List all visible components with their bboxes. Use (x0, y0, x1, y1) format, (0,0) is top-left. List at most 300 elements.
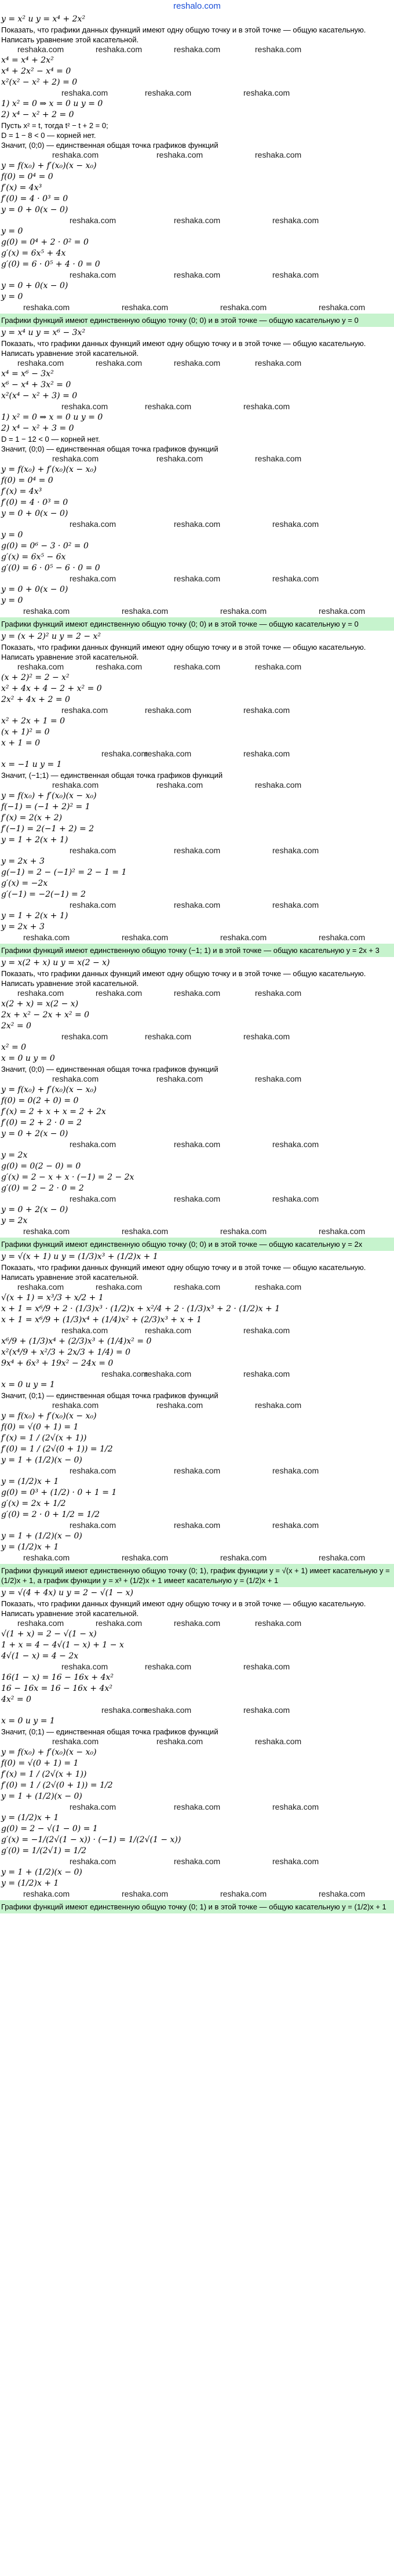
watermark-row (0, 1889, 394, 1900)
watermark-row (0, 1074, 394, 1085)
watermark-row (0, 150, 394, 161)
answer-banner: Графики функций имеют единственную общую точку (−1; 1) и в этой точке — общую касательную y = 2x + 3 (0, 944, 394, 957)
watermark: reshaka.com (220, 1889, 267, 1898)
step-line: f′(0) = 2 + 2 · 0 = 2 (1, 1118, 82, 1127)
work-line: 2x² = 0 (1, 1021, 31, 1031)
watermark-row (0, 1282, 394, 1293)
work-line: x² + 2x + 1 = 0 (1, 716, 65, 726)
watermark-row (0, 88, 394, 99)
work-line: x = 0 и y = 1 (1, 1380, 55, 1389)
watermark-row (0, 358, 394, 369)
problem-section (0, 14, 394, 327)
problem-statement: Показать, что графики данных функций имеют одну общую точку и в этой точке — общую касательную. Написать уравнение этой касательной. (1, 26, 366, 44)
watermark: reshaka.com (145, 1662, 192, 1671)
step-line: y = 0 + 0(x − 0) (1, 509, 68, 518)
conclusion-line: Значит, (0;1) — единственная общая точка графиков функций (1, 1391, 218, 1400)
work-line: x⁴ = x⁴ + 2x² (1, 56, 54, 65)
problem-statement: Показать, что графики данных функций имеют одну общую точку и в этой точке — общую касательную. Написать уравнение этой касательной. (1, 1263, 366, 1282)
step-line: f′(x) = 4x³ (1, 183, 42, 192)
watermark: reshaka.com (101, 1369, 148, 1378)
watermark: reshaka.com (101, 749, 148, 758)
watermark: reshaka.com (174, 45, 221, 54)
conclusion-line: Значит, (0;0) — единственная общая точка графиков функций (1, 445, 218, 453)
watermark: reshaka.com (255, 988, 302, 998)
answer-banner: Графики функций имеют единственную общую точку (0; 0) и в этой точке — общую касательную y = 0 (0, 617, 394, 631)
watermark-row (0, 1227, 394, 1237)
watermark: reshaka.com (243, 402, 290, 411)
step-line: y = 1 + 2(x + 1) (1, 911, 68, 920)
step-line: g′(0) = 2 · 0 + 1/2 = 1/2 (1, 1510, 100, 1519)
watermark: reshaka.com (23, 1227, 70, 1236)
watermark: reshaka.com (272, 574, 319, 583)
watermark: reshaka.com (272, 846, 319, 855)
watermark: reshaka.com (156, 1400, 203, 1410)
watermark: reshaka.com (272, 519, 319, 529)
step-line: f′(x) = 2(x + 2) (1, 813, 63, 823)
problem-equation: y = (x + 2)² и y = 2 − x² (1, 632, 101, 641)
step-line: f′(x) = 2 + x + x = 2 + 2x (1, 1107, 106, 1116)
watermark: reshaka.com (52, 1400, 99, 1410)
work-line: 16(1 − x) = 16 − 16x + 4x² (1, 1673, 114, 1682)
watermark-row (0, 1400, 394, 1411)
work-line: x⁶ − x⁴ + 3x² = 0 (1, 380, 71, 390)
work-line: x + 1 = x⁶/9 + 2 · (1/3)x³ · (1/2)x + x²/4 + 2 · (1/3)x³ + 2 · (1/2)x + 1 (1, 1304, 280, 1314)
step-line: y = (1/2)x + 1 (1, 1477, 59, 1486)
watermark: reshaka.com (52, 454, 99, 463)
watermark: reshaka.com (243, 1705, 290, 1715)
watermark: reshaka.com (272, 1802, 319, 1811)
watermark: reshaka.com (70, 1466, 116, 1475)
watermark-row (0, 606, 394, 617)
problem-equation: y = √(4 + 4x) и y = 2 − √(1 − x) (1, 1588, 133, 1598)
watermark: reshaka.com (52, 150, 99, 159)
watermark: reshaka.com (17, 1618, 64, 1628)
watermark-row (0, 402, 394, 412)
step-line: y = 2x + 3 (1, 922, 45, 932)
work-line: x + 1 = 0 (1, 738, 40, 748)
watermark: reshaka.com (70, 574, 116, 583)
answer-banner: Графики функций имеют единственную общую точку (0; 0) и в этой точке — общую касательную y = 2x (0, 1238, 394, 1251)
work-line: x⁶/9 + (1/3)x⁴ + (2/3)x³ + (1/4)x² = 0 (1, 1337, 152, 1346)
step-line: g′(x) = 2 − x + x · (−1) = 2 − 2x (1, 1173, 134, 1182)
watermark: reshaka.com (17, 988, 64, 998)
problem-statement: Показать, что графики данных функций имеют одну общую точку и в этой точке — общую касательную. Написать уравнение этой касательной. (1, 1599, 366, 1618)
watermark: reshaka.com (174, 1140, 221, 1149)
watermark: reshaka.com (70, 1802, 116, 1811)
watermark-row (0, 1737, 394, 1747)
work-line: x⁴ = x⁶ − 3x² (1, 369, 54, 379)
watermark: reshaka.com (174, 1282, 221, 1291)
watermark: reshaka.com (145, 1326, 192, 1335)
watermark: reshaka.com (174, 358, 221, 368)
watermark: reshaka.com (122, 1889, 169, 1898)
work-line: x²(x² − x² + 2) = 0 (1, 78, 78, 87)
watermark: reshaka.com (255, 358, 302, 368)
watermark: reshaka.com (174, 1618, 221, 1628)
step-line: y = 2x (1, 1216, 28, 1225)
conclusion-line: Значит, (0;0) — единственная общая точка графиков функций (1, 1065, 218, 1074)
watermark: reshaka.com (70, 900, 116, 909)
watermark: reshaka.com (156, 454, 203, 463)
note-line: D = 1 − 8 < 0 — корней нет. (1, 131, 96, 140)
step-line: f(0) = √(0 + 1) = 1 (1, 1759, 79, 1768)
watermark: reshaka.com (243, 1326, 290, 1335)
step-line: g′(0) = 2 − 2 · 0 = 2 (1, 1184, 84, 1193)
step-line: y = 0 + 0(x − 0) (1, 585, 68, 594)
work-line: 9x⁴ + 6x³ + 19x² − 24x = 0 (1, 1359, 114, 1368)
watermark: reshaka.com (61, 1662, 108, 1671)
work-line: 2) x⁴ − x² + 2 = 0 (1, 110, 74, 119)
problem-equation: y = x(2 + x) и y = x(2 − x) (1, 958, 110, 967)
watermark: reshaka.com (243, 88, 290, 97)
watermark: reshaka.com (23, 1553, 70, 1562)
watermark: reshaka.com (122, 303, 169, 312)
watermark: reshaka.com (145, 705, 192, 715)
watermark-row (0, 1705, 394, 1716)
watermark: reshaka.com (174, 1857, 221, 1866)
watermark: reshaka.com (174, 846, 221, 855)
watermark: reshaka.com (272, 216, 319, 225)
watermark-row (0, 900, 394, 911)
problem-statement: Показать, что графики данных функций имеют одну общую точку и в этой точке — общую касательную. Написать уравнение этой касательной. (1, 969, 366, 988)
watermark: reshaka.com (122, 1227, 169, 1236)
step-line: g′(x) = 2x + 1/2 (1, 1499, 66, 1508)
step-line: f(0) = 0(2 + 0) = 0 (1, 1096, 79, 1105)
watermark: reshaka.com (319, 303, 366, 312)
step-line: g′(0) = 6 · 0⁵ − 6 · 0 = 0 (1, 563, 100, 573)
watermark: reshaka.com (96, 662, 143, 671)
watermark: reshaka.com (61, 402, 108, 411)
watermark: reshaka.com (319, 1227, 366, 1236)
watermark: reshaka.com (255, 454, 302, 463)
step-line: y = 0 + 0(x − 0) (1, 205, 68, 214)
watermark: reshaka.com (145, 1032, 192, 1041)
note-line: Пусть x² = t, тогда t² − t + 2 = 0; (1, 121, 108, 130)
problem-equation: y = x⁴ и y = x⁶ − 3x² (1, 328, 86, 337)
step-line: y = 0 (1, 227, 23, 236)
work-line: x²(x⁴/9 + x²/3 + 2x/3 + 1/4) = 0 (1, 1348, 131, 1357)
watermark: reshaka.com (23, 1889, 70, 1898)
work-line: 2x² + 4x + 2 = 0 (1, 695, 70, 704)
problem-equation: y = x² и y = x⁴ + 2x² (1, 14, 86, 24)
step-line: f′(0) = 1 / (2√(0 + 1)) = 1/2 (1, 1781, 113, 1790)
step-line: f′(−1) = 2(−1 + 2) = 2 (1, 824, 94, 834)
watermark: reshaka.com (23, 303, 70, 312)
watermark: reshaka.com (156, 780, 203, 789)
problem-statement: Показать, что графики данных функций имеют одну общую точку и в этой точке — общую касательную. Написать уравнение этой касательной. (1, 643, 366, 661)
work-line: (x + 2)² = 2 − x² (1, 673, 70, 682)
work-line: x⁴ + 2x² − x⁴ = 0 (1, 67, 71, 76)
answer-banner: Графики функций имеют единственную общую точку (0; 0) и в этой точке — общую касательную y = 0 (0, 314, 394, 327)
step-line: y = (1/2)x + 1 (1, 1879, 59, 1888)
work-line: 16 − 16x = 16 − 16x + 4x² (1, 1684, 112, 1693)
watermark-row (0, 662, 394, 672)
watermark: reshaka.com (52, 780, 99, 789)
watermark-row (0, 933, 394, 943)
watermark-row (0, 1802, 394, 1813)
watermark-row (0, 1326, 394, 1336)
watermark: reshaka.com (145, 749, 192, 758)
watermark-row (0, 1194, 394, 1205)
watermark: reshaka.com (52, 1737, 99, 1746)
watermark: reshaka.com (319, 1889, 366, 1898)
watermark-row (0, 519, 394, 530)
step-line: f′(x) = 1 / (2√(x + 1)) (1, 1770, 87, 1779)
watermark: reshaka.com (255, 1618, 302, 1628)
step-line: g′(x) = −2x (1, 879, 48, 888)
watermark: reshaka.com (220, 303, 267, 312)
site-header (0, 0, 394, 13)
watermark-row (0, 303, 394, 313)
work-line: 2x + x² − 2x + x² = 0 (1, 1010, 90, 1020)
watermark-row (0, 216, 394, 226)
step-line: y = 0 + 2(x − 0) (1, 1205, 68, 1214)
watermark: reshaka.com (70, 1194, 116, 1203)
problem-section (0, 328, 394, 631)
step-line: y = f(x₀) + f′(x₀)(x − x₀) (1, 465, 97, 474)
watermark: reshaka.com (220, 1227, 267, 1236)
watermark: reshaka.com (174, 900, 221, 909)
watermark-row (0, 1466, 394, 1476)
watermark-row (0, 1553, 394, 1563)
step-line: y = 0 (1, 292, 23, 301)
watermark: reshaka.com (243, 749, 290, 758)
step-line: y = 1 + (1/2)(x − 0) (1, 1531, 82, 1541)
step-line: y = 1 + (1/2)(x − 0) (1, 1868, 82, 1877)
step-line: y = 1 + (1/2)(x − 0) (1, 1456, 82, 1465)
watermark: reshaka.com (17, 45, 64, 54)
step-line: f′(0) = 4 · 0³ = 0 (1, 498, 68, 507)
step-line: y = 2x (1, 1151, 28, 1160)
watermark-row (0, 780, 394, 791)
work-line: 1 + x = 4 − 4√(1 − x) + 1 − x (1, 1640, 124, 1650)
watermark: reshaka.com (70, 846, 116, 855)
watermark: reshaka.com (319, 1553, 366, 1562)
watermark: reshaka.com (17, 1282, 64, 1291)
work-line: x = 0 и y = 0 (1, 1054, 55, 1063)
watermark-row (0, 45, 394, 55)
watermark: reshaka.com (174, 1466, 221, 1475)
watermark: reshaka.com (96, 1618, 143, 1628)
step-line: y = f(x₀) + f′(x₀)(x − x₀) (1, 791, 97, 801)
step-line: g(−1) = 2 − (−1)² = 2 − 1 = 1 (1, 868, 127, 877)
watermark: reshaka.com (220, 606, 267, 616)
work-line: x = 0 и y = 1 (1, 1716, 55, 1726)
watermark: reshaka.com (17, 358, 64, 368)
watermark: reshaka.com (122, 1553, 169, 1562)
step-line: g′(x) = −1/(2√(1 − x)) · (−1) = 1/(2√(1 − x)) (1, 1835, 181, 1844)
step-line: f(0) = 0⁴ = 0 (1, 172, 53, 181)
watermark: reshaka.com (96, 45, 143, 54)
watermark: reshaka.com (255, 662, 302, 671)
watermark-row (0, 1520, 394, 1531)
watermark: reshaka.com (255, 780, 302, 789)
work-line: 4x² = 0 (1, 1695, 31, 1704)
watermark: reshaka.com (96, 358, 143, 368)
step-line: f′(0) = 4 · 0³ = 0 (1, 194, 68, 203)
watermark: reshaka.com (255, 1737, 302, 1746)
watermark: reshaka.com (319, 933, 366, 942)
watermark: reshaka.com (145, 402, 192, 411)
watermark: reshaka.com (96, 988, 143, 998)
work-line: x² = 0 (1, 1043, 27, 1052)
conclusion-line: Значит, (0;1) — единственная общая точка графиков функций (1, 1727, 218, 1736)
watermark: reshaka.com (70, 1520, 116, 1530)
step-line: f′(0) = 1 / (2√(0 + 1)) = 1/2 (1, 1445, 113, 1454)
watermark-row (0, 1662, 394, 1672)
watermark: reshaka.com (156, 1074, 203, 1083)
watermark: reshaka.com (272, 270, 319, 279)
work-line: 2) x⁴ − x² + 3 = 0 (1, 424, 74, 433)
step-line: g′(x) = 6x⁵ − 6x (1, 552, 66, 562)
watermark: reshaka.com (101, 1705, 148, 1715)
problem-section (0, 1251, 394, 1587)
watermark: reshaka.com (174, 1194, 221, 1203)
step-line: y = 0 + 0(x − 0) (1, 281, 68, 290)
watermark: reshaka.com (255, 45, 302, 54)
watermark: reshaka.com (70, 270, 116, 279)
watermark: reshaka.com (272, 1140, 319, 1149)
watermark: reshaka.com (61, 88, 108, 97)
watermark-row (0, 1857, 394, 1867)
watermark: reshaka.com (174, 270, 221, 279)
watermark: reshaka.com (122, 933, 169, 942)
watermark: reshaka.com (243, 1662, 290, 1671)
step-line: g′(0) = 1/(2√1) = 1/2 (1, 1846, 87, 1855)
watermark: reshaka.com (243, 1369, 290, 1378)
work-line: √(x + 1) = x³/3 + x/2 + 1 (1, 1293, 104, 1302)
watermark: reshaka.com (272, 1466, 319, 1475)
conclusion-line: Значит, (0;0) — единственная общая точка графиков функций (1, 141, 218, 150)
step-line: f′(x) = 1 / (2√(x + 1)) (1, 1433, 87, 1443)
watermark: reshaka.com (61, 1326, 108, 1335)
watermark: reshaka.com (174, 216, 221, 225)
step-line: y = 1 + 2(x + 1) (1, 835, 68, 845)
answer-banner: Графики функций имеют единственную общую точку (0; 1), график функции y = √(x + 1) имеет касательную y = (1/2)x + 1, а график функции y = x³ + (1/2)x + 1 имеет касательную y = (1/2)x + 1 (0, 1564, 394, 1587)
watermark: reshaka.com (145, 1705, 192, 1715)
answer-banner: Графики функций имеют единственную общую точку (0; 1) и в этой точке — общую касательную y = (1/2)x + 1 (0, 1900, 394, 1913)
step-line: g′(−1) = −2(−1) = 2 (1, 890, 86, 899)
watermark: reshaka.com (96, 1282, 143, 1291)
step-line: g(0) = 0(2 − 0) = 0 (1, 1162, 81, 1171)
step-line: y = 0 (1, 596, 23, 605)
watermark: reshaka.com (52, 1074, 99, 1083)
step-line: y = f(x₀) + f′(x₀)(x − x₀) (1, 1411, 97, 1421)
work-line: 1) x² = 0 ⇒ x = 0 и y = 0 (1, 99, 103, 108)
step-line: y = 0 (1, 530, 23, 540)
step-line: y = (1/2)x + 1 (1, 1813, 59, 1822)
watermark-row (0, 574, 394, 584)
watermark: reshaka.com (145, 1369, 192, 1378)
work-line: x + 1 = x⁶/9 + (1/3)x⁴ + (1/4)x² + (2/3)x³ + x + 1 (1, 1315, 202, 1325)
work-line: x²(x⁴ − x² + 3) = 0 (1, 391, 78, 401)
watermark: reshaka.com (70, 1140, 116, 1149)
step-line: f(0) = 0⁴ = 0 (1, 476, 53, 485)
watermark: reshaka.com (220, 933, 267, 942)
watermark-row (0, 1032, 394, 1042)
watermark: reshaka.com (243, 705, 290, 715)
watermark-row (0, 454, 394, 464)
watermark: reshaka.com (272, 1194, 319, 1203)
watermark-row (0, 705, 394, 716)
watermark: reshaka.com (272, 1520, 319, 1530)
watermark-row (0, 270, 394, 281)
step-line: y = f(x₀) + f′(x₀)(x − x₀) (1, 1085, 97, 1094)
watermark-row (0, 846, 394, 856)
step-line: y = 1 + (1/2)(x − 0) (1, 1792, 82, 1801)
problem-equation: y = √(x + 1) и y = (1/3)x³ + (1/2)x + 1 (1, 1252, 158, 1261)
watermark: reshaka.com (255, 1282, 302, 1291)
conclusion-line: Значит, (−1;1) — единственная общая точка графиков функций (1, 771, 223, 780)
solution-content (0, 14, 394, 1914)
step-line: g(0) = 0⁴ + 2 · 0² = 0 (1, 238, 89, 247)
work-line: x(2 + x) = x(2 − x) (1, 999, 79, 1009)
watermark: reshaka.com (156, 150, 203, 159)
watermark: reshaka.com (70, 519, 116, 529)
step-line: y = f(x₀) + f′(x₀)(x − x₀) (1, 1748, 97, 1757)
watermark: reshaka.com (174, 662, 221, 671)
step-line: y = 2x + 3 (1, 857, 45, 866)
problem-statement: Показать, что графики данных функций имеют одну общую точку и в этой точке — общую касательную. Написать уравнение этой касательной. (1, 339, 366, 358)
watermark-row (0, 988, 394, 999)
problem-section (0, 631, 394, 957)
work-line: x² + 4x + 4 − 2 + x² = 0 (1, 684, 102, 693)
work-line: 4√(1 − x) = 4 − 2x (1, 1651, 79, 1661)
watermark: reshaka.com (70, 1857, 116, 1866)
step-line: g′(x) = 6x⁵ + 4x (1, 249, 66, 258)
note-line: D = 1 − 12 < 0 — корней нет. (1, 435, 100, 443)
watermark: reshaka.com (61, 705, 108, 715)
step-line: y = f(x₀) + f′(x₀)(x − x₀) (1, 161, 97, 170)
step-line: g′(0) = 6 · 0⁵ + 4 · 0 = 0 (1, 260, 100, 269)
site-link[interactable]: reshalo.com (173, 1, 221, 11)
step-line: f′(x) = 4x³ (1, 487, 42, 496)
watermark: reshaka.com (174, 988, 221, 998)
watermark-row (0, 749, 394, 759)
watermark: reshaka.com (272, 900, 319, 909)
watermark-row (0, 1618, 394, 1629)
watermark: reshaka.com (156, 1737, 203, 1746)
watermark: reshaka.com (174, 1520, 221, 1530)
step-line: g(0) = 0³ + (1/2) · 0 + 1 = 1 (1, 1488, 117, 1497)
work-line: √(1 + x) = 2 − √(1 − x) (1, 1629, 97, 1639)
watermark: reshaka.com (220, 1553, 267, 1562)
problem-section (0, 1588, 394, 1913)
step-line: f(0) = √(0 + 1) = 1 (1, 1422, 79, 1432)
step-line: g(0) = 0⁶ − 3 · 0² = 0 (1, 541, 89, 551)
watermark: reshaka.com (174, 519, 221, 529)
watermark: reshaka.com (174, 1802, 221, 1811)
watermark: reshaka.com (255, 150, 302, 159)
watermark: reshaka.com (23, 606, 70, 616)
watermark: reshaka.com (122, 606, 169, 616)
watermark: reshaka.com (319, 606, 366, 616)
watermark: reshaka.com (174, 574, 221, 583)
problem-section (0, 958, 394, 1251)
step-line: y = 0 + 2(x − 0) (1, 1129, 68, 1138)
watermark: reshaka.com (17, 662, 64, 671)
step-line: f(−1) = (−1 + 2)² = 1 (1, 802, 90, 812)
watermark: reshaka.com (145, 88, 192, 97)
watermark: reshaka.com (272, 1857, 319, 1866)
step-line: y = (1/2)x + 1 (1, 1542, 59, 1552)
watermark: reshaka.com (70, 216, 116, 225)
work-line: x = −1 и y = 1 (1, 760, 62, 769)
watermark-row (0, 1369, 394, 1380)
watermark: reshaka.com (255, 1400, 302, 1410)
work-line: 1) x² = 0 ⇒ x = 0 и y = 0 (1, 413, 103, 422)
watermark-row (0, 1140, 394, 1150)
